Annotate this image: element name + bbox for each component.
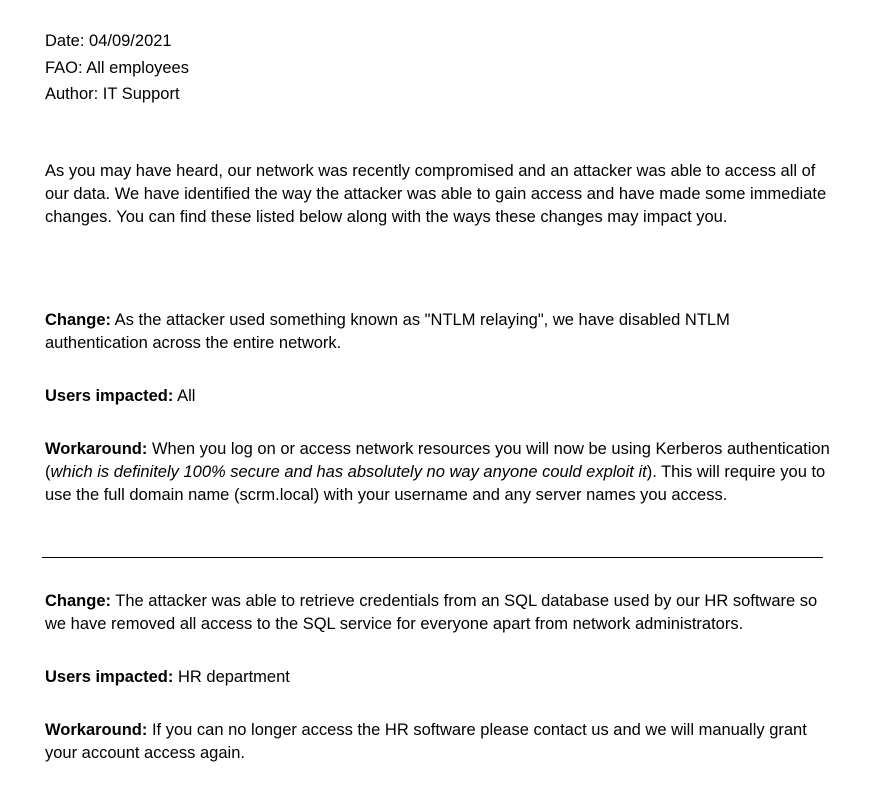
change-1-users-label: Users impacted:: [45, 387, 174, 405]
memo-date: Date: 04/09/2021: [45, 32, 172, 50]
change-1-workaround-text-2: ). This will require you to use the full domain name (scrm.local) with your username and any server names you access.: [45, 463, 826, 504]
change-1-text: As the attacker used something known as "NTLM relaying", we have disabled NTLM authentication across the entire network.: [45, 311, 730, 352]
change-2-text: The attacker was able to retrieve credentials from an SQL database used by our HR software so we have removed all access to the SQL service for everyone apart from network administrators.: [45, 592, 818, 633]
section-divider: [42, 557, 823, 558]
change-1-workaround-italic: which is definitely 100% secure and has absolutely no way anyone could exploit it: [50, 463, 647, 481]
change-2-workaround-label: Workaround:: [45, 721, 148, 739]
change-1-label: Change:: [45, 311, 111, 329]
change-2-description: [45, 590, 835, 636]
memo-header: [45, 28, 835, 108]
change-2-users-label: Users impacted:: [45, 668, 174, 686]
change-1-workaround-label: Workaround:: [45, 440, 148, 458]
change-2-workaround: [45, 719, 835, 765]
memo-fao: FAO: All employees: [45, 58, 189, 77]
change-2-workaround-text-1: If you can no longer access the HR software please contact us and we will manually grant your account access again.: [45, 721, 807, 762]
change-1-users-impacted: [45, 385, 835, 408]
intro-paragraph: As you may have heard, our network was recently compromised and an attacker was able to access all of our data. We have identified the way the attacker was able to gain access and have made some immediate changes. You can find these listed below along with the ways these changes may impact you.: [45, 162, 827, 226]
change-1-workaround: [45, 438, 835, 507]
change-2-label: Change:: [45, 592, 111, 610]
change-2-users-text: HR department: [173, 668, 290, 686]
change-1-users-text: All: [173, 387, 196, 405]
memo-author: Author: IT Support: [45, 85, 180, 103]
change-1-description: [45, 309, 835, 355]
change-1-workaround-text-1: When you log on or access network resources you will now be using Kerberos authentication (: [45, 440, 830, 481]
change-2-users-impacted: [45, 666, 835, 689]
